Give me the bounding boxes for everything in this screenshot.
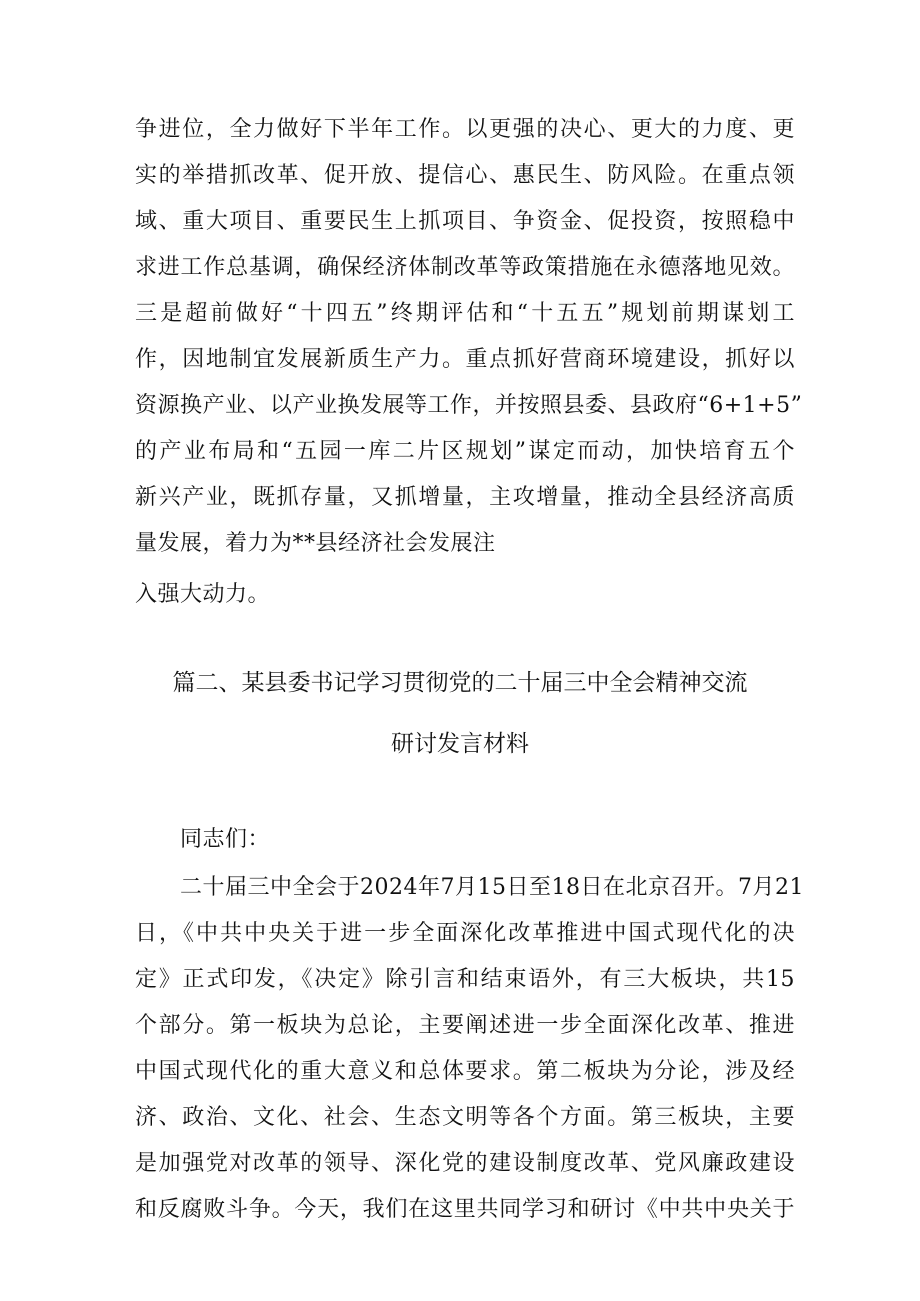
paragraph-line: 和反腐败斗争。今天，我们在这里共同学习和研讨《中共中央关于	[135, 1197, 795, 1222]
paragraph-line: 求进工作总基调，确保经济体制改革等政策措施在永德落地见效。	[135, 255, 795, 280]
paragraph-line: 二十届三中全会于2024年7月15日至18日在北京召开。7月21	[180, 875, 804, 900]
section-title-line-1: 篇二、某县委书记学习贯彻党的二十届三中全会精神交流	[172, 670, 748, 696]
paragraph-line: 争进位，全力做好下半年工作。以更强的决心、更大的力度、更	[135, 117, 795, 142]
paragraph-line: 作，因地制宜发展新质生产力。重点抓好营商环境建设，抓好以	[135, 347, 795, 372]
paragraph-line: 的产业布局和“五园一库二片区规划”谋定而动，加快培育五个	[135, 439, 795, 464]
salutation: 同志们：	[180, 827, 271, 852]
paragraph-line: 是加强党对改革的领导、深化党的建设制度改革、党风廉政建设	[135, 1151, 795, 1176]
paragraph-line: 量发展，着力为**县经济社会发展注	[135, 531, 496, 556]
paragraph-line: 日，《中共中央关于进一步全面深化改革推进中国式现代化的决	[135, 921, 795, 946]
paragraph-line: 实的举措抓改革、促开放、提信心、惠民生、防风险。在重点领	[135, 163, 795, 188]
paragraph-line: 域、重大项目、重要民生上抓项目、争资金、促投资，按照稳中	[135, 209, 795, 234]
paragraph-line: 个部分。第一板块为总论，主要阐述进一步全面深化改革、推进	[135, 1013, 795, 1038]
paragraph-line: 定》正式印发，《决定》除引言和结束语外，有三大板块，共15	[135, 967, 795, 992]
paragraph-line: 新兴产业，既抓存量，又抓增量，主攻增量，推动全县经济高质	[135, 485, 795, 510]
section-title-line-2: 研讨发言材料	[391, 731, 529, 757]
paragraph-line: 济、政治、文化、社会、生态文明等各个方面。第三板块，主要	[135, 1105, 795, 1130]
paragraph-line: 资源换产业、以产业换发展等工作，并按照县委、县政府“6+1+5”	[135, 393, 803, 418]
paragraph-line: 中国式现代化的重大意义和总体要求。第二板块为分论，涉及经	[135, 1059, 795, 1084]
paragraph-tail-line: 入强大动力。	[135, 582, 271, 607]
paragraph-line: 三是超前做好“十四五”终期评估和“十五五”规划前期谋划工	[135, 301, 795, 326]
